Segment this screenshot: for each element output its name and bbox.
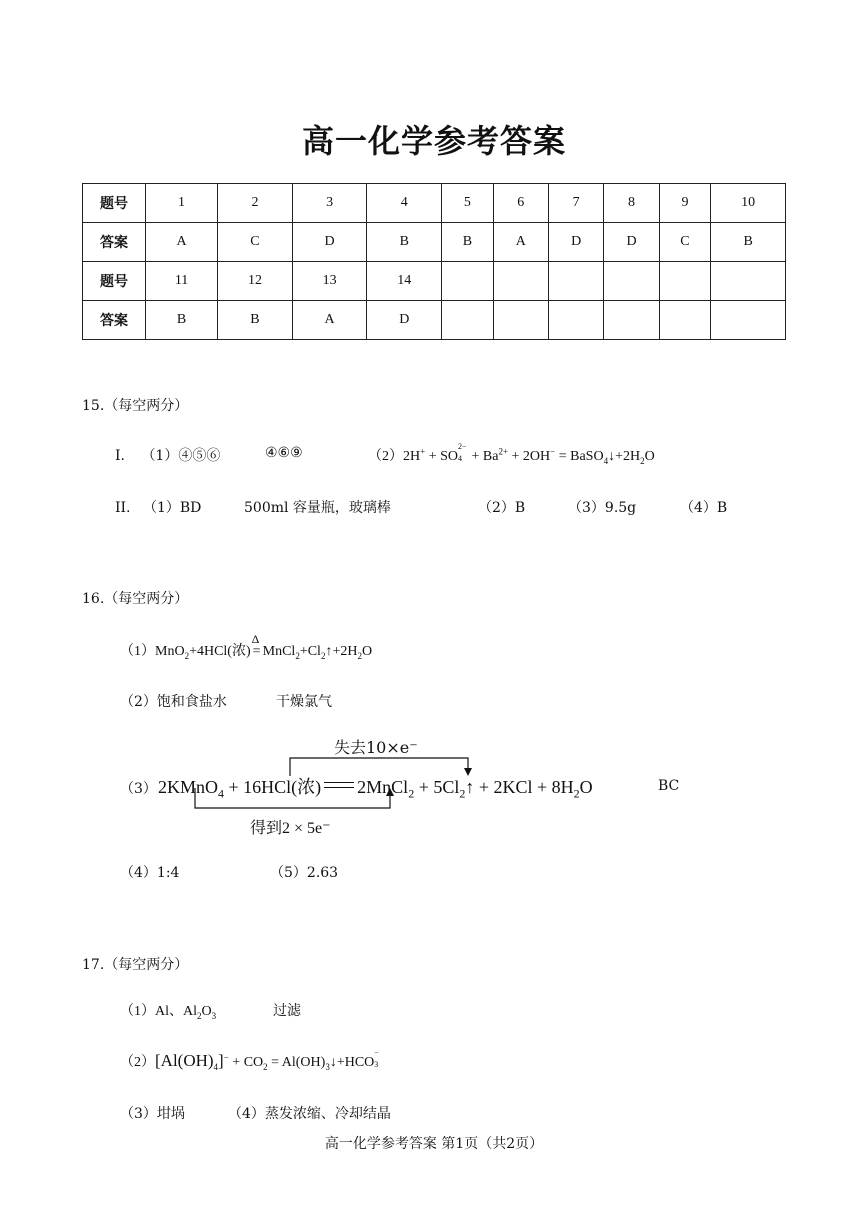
eq-sup: −: [223, 1052, 229, 1063]
table-cell: [604, 301, 659, 340]
eq-part: ↓+2H: [608, 449, 641, 464]
table-cell: D: [548, 223, 603, 262]
eq-part: +4HCl(浓): [189, 644, 251, 659]
eq-part: =: [252, 644, 261, 659]
table-cell: B: [218, 301, 293, 340]
answer-table: [82, 183, 786, 340]
q15-l2-b: 500ml 容量瓶，玻璃棒: [244, 500, 391, 516]
table-cell: 13: [292, 262, 367, 301]
eq-sub: 2: [408, 786, 415, 801]
table-cell: 5: [442, 184, 493, 223]
eq-sub: 4: [603, 455, 609, 466]
gain-electrons-label: [250, 815, 331, 838]
eq-sup: 2−: [458, 442, 467, 451]
q17-l1-b: 过滤: [273, 1003, 301, 1019]
table-cell: D: [604, 223, 659, 262]
table-cell: [604, 262, 659, 301]
q15-equation: [368, 442, 655, 466]
eq-part: + 5Cl: [414, 777, 460, 797]
page-title: 高一化学参考答案: [301, 122, 566, 160]
q17-l2-label: （2）: [120, 1055, 155, 1070]
q15-l1-label: I.: [115, 448, 125, 464]
table-cell: 10: [711, 184, 786, 223]
eq-subsup: [374, 1048, 382, 1069]
table-cell: [548, 262, 603, 301]
table-row: [83, 301, 786, 340]
row-header: 题号: [83, 184, 146, 223]
eq-part: ]: [218, 1051, 224, 1070]
q15-line1: [115, 445, 220, 465]
delta-icon: Δ: [251, 632, 260, 646]
q15-l1-b: ④⑥⑨: [265, 445, 303, 461]
q16-l4-a: （4）1:4: [120, 865, 180, 881]
q16-line1: [120, 632, 373, 661]
eq-part: = Al(OH): [267, 1055, 326, 1070]
q15-l2-a: （1）BD: [142, 500, 202, 516]
eq-part: + SO: [425, 449, 458, 464]
eq-part: + Ba: [468, 449, 499, 464]
table-cell: [548, 301, 603, 340]
page-footer: 高一化学参考答案 第1页（共2页）: [324, 1136, 544, 1152]
table-cell: [493, 301, 548, 340]
table-cell: 4: [367, 184, 442, 223]
q17-l3-a: （3）坩埚: [120, 1106, 185, 1122]
eq-sub: 2: [263, 1061, 268, 1072]
table-cell: 12: [218, 262, 293, 301]
eq-part: O: [361, 644, 373, 659]
table-cell: B: [367, 223, 442, 262]
q17-line1: [120, 1000, 216, 1021]
eq-part: +Cl: [299, 644, 321, 659]
row-header: 答案: [83, 301, 146, 340]
eq-part: MnCl: [262, 644, 296, 659]
table-cell: C: [659, 223, 710, 262]
eq-part: ↑+2H: [325, 644, 358, 659]
eq-sub: 4: [218, 786, 225, 801]
eq-part: 2KMnO: [158, 777, 219, 797]
table-cell: C: [218, 223, 293, 262]
table-cell: [711, 262, 786, 301]
eq-part: （1）Al、Al: [120, 1004, 197, 1019]
eq-sub: 2: [184, 650, 190, 661]
table-cell: 6: [493, 184, 548, 223]
table-cell: 1: [146, 184, 218, 223]
q16-l2-b: 干燥氯气: [276, 694, 332, 710]
q15-l2-c: （2）B: [478, 500, 526, 516]
eq-sub: 4: [458, 454, 462, 463]
table-cell: [659, 262, 710, 301]
table-cell: D: [292, 223, 367, 262]
eq-part: + CO: [228, 1055, 264, 1070]
eq-sub: 3: [325, 1061, 330, 1072]
eq-sub: 4: [213, 1061, 219, 1072]
table-row: [83, 184, 786, 223]
eq-sup: −: [550, 446, 556, 457]
table-cell: 7: [548, 184, 603, 223]
eq-part: 2MnCl: [357, 777, 409, 797]
table-cell: [493, 262, 548, 301]
q15-l2-d: （3）9.5g: [568, 500, 637, 516]
eq-sub: 2: [320, 650, 326, 661]
q15-heading: 15.（每空两分）: [82, 398, 189, 414]
eq-part: O: [201, 1004, 212, 1019]
eq-part: O: [579, 777, 593, 797]
eq-sub: 3: [374, 1060, 379, 1069]
q15-l1-a: （1）④⑤⑥: [141, 448, 221, 464]
heat-sign: [251, 632, 263, 660]
eq-part: + 16HCl(浓): [224, 777, 322, 797]
table-cell: B: [146, 301, 218, 340]
table-cell: 11: [146, 262, 218, 301]
equals-line: [324, 782, 354, 783]
table-cell: B: [442, 223, 493, 262]
table-cell: A: [493, 223, 548, 262]
q16-l3-label: （3）: [120, 781, 157, 797]
table-cell: A: [292, 301, 367, 340]
eq-sub: 2: [197, 1010, 202, 1021]
equals-line: [324, 787, 354, 788]
eq-sub: 2: [357, 650, 362, 661]
table-cell: [442, 262, 493, 301]
q16-heading: 16.（每空两分）: [82, 591, 189, 607]
eq-part: [Al(OH): [155, 1051, 214, 1070]
eq-part: + 2OH: [508, 449, 551, 464]
eq-part: ↑ + 2KCl + 8H: [465, 777, 574, 797]
table-cell: B: [711, 223, 786, 262]
table-row: [83, 262, 786, 301]
eq-sub: 3: [211, 1010, 217, 1021]
table-cell: [442, 301, 493, 340]
row-header: 答案: [83, 223, 146, 262]
q15-l2-label: II.: [115, 500, 131, 516]
q16-l4-b: （5）2.63: [270, 865, 339, 881]
table-cell: A: [146, 223, 218, 262]
eq-subsup: [458, 442, 468, 463]
q17-line2: [120, 1048, 382, 1072]
eq-part: （1）MnO: [120, 644, 185, 659]
redox-equation: [158, 773, 593, 802]
lose-electrons-label: 失去10×e⁻: [334, 738, 418, 757]
eq-part: = BaSO: [555, 449, 604, 464]
q16-l3-answer: BC: [658, 778, 680, 794]
table-cell: [711, 301, 786, 340]
table-row: [83, 223, 786, 262]
table-cell: 2: [218, 184, 293, 223]
eq-sub: 2: [640, 455, 645, 466]
eq-sub: 2: [573, 786, 580, 801]
eq-part: ↓+HCO: [329, 1055, 375, 1070]
eq-part: 2H: [403, 449, 421, 464]
eq-sup: +: [420, 446, 426, 457]
q16-l2-a: （2）饱和食盐水: [120, 694, 227, 710]
table-cell: 9: [659, 184, 710, 223]
q17-l3-b: （4）蒸发浓缩、冷却结晶: [228, 1106, 391, 1122]
eq-sup: 2+: [498, 446, 509, 457]
eq-part: O: [644, 449, 655, 464]
gain-value: 2 × 5e⁻: [282, 820, 331, 837]
q15-line2: [115, 497, 201, 517]
table-cell: 14: [367, 262, 442, 301]
eq-sub: 2: [295, 650, 300, 661]
table-cell: [659, 301, 710, 340]
q15-l1-c: （2）: [368, 449, 403, 464]
q15-l2-e: （4）B: [680, 500, 728, 516]
table-cell: 3: [292, 184, 367, 223]
table-cell: D: [367, 301, 442, 340]
eq-sub: 2: [459, 786, 466, 801]
gain-text: 得到: [250, 818, 283, 837]
eq-sup: −: [374, 1048, 379, 1057]
table-cell: 8: [604, 184, 659, 223]
q17-heading: 17.（每空两分）: [82, 957, 189, 973]
row-header: 题号: [83, 262, 146, 301]
double-equals: [321, 782, 357, 788]
